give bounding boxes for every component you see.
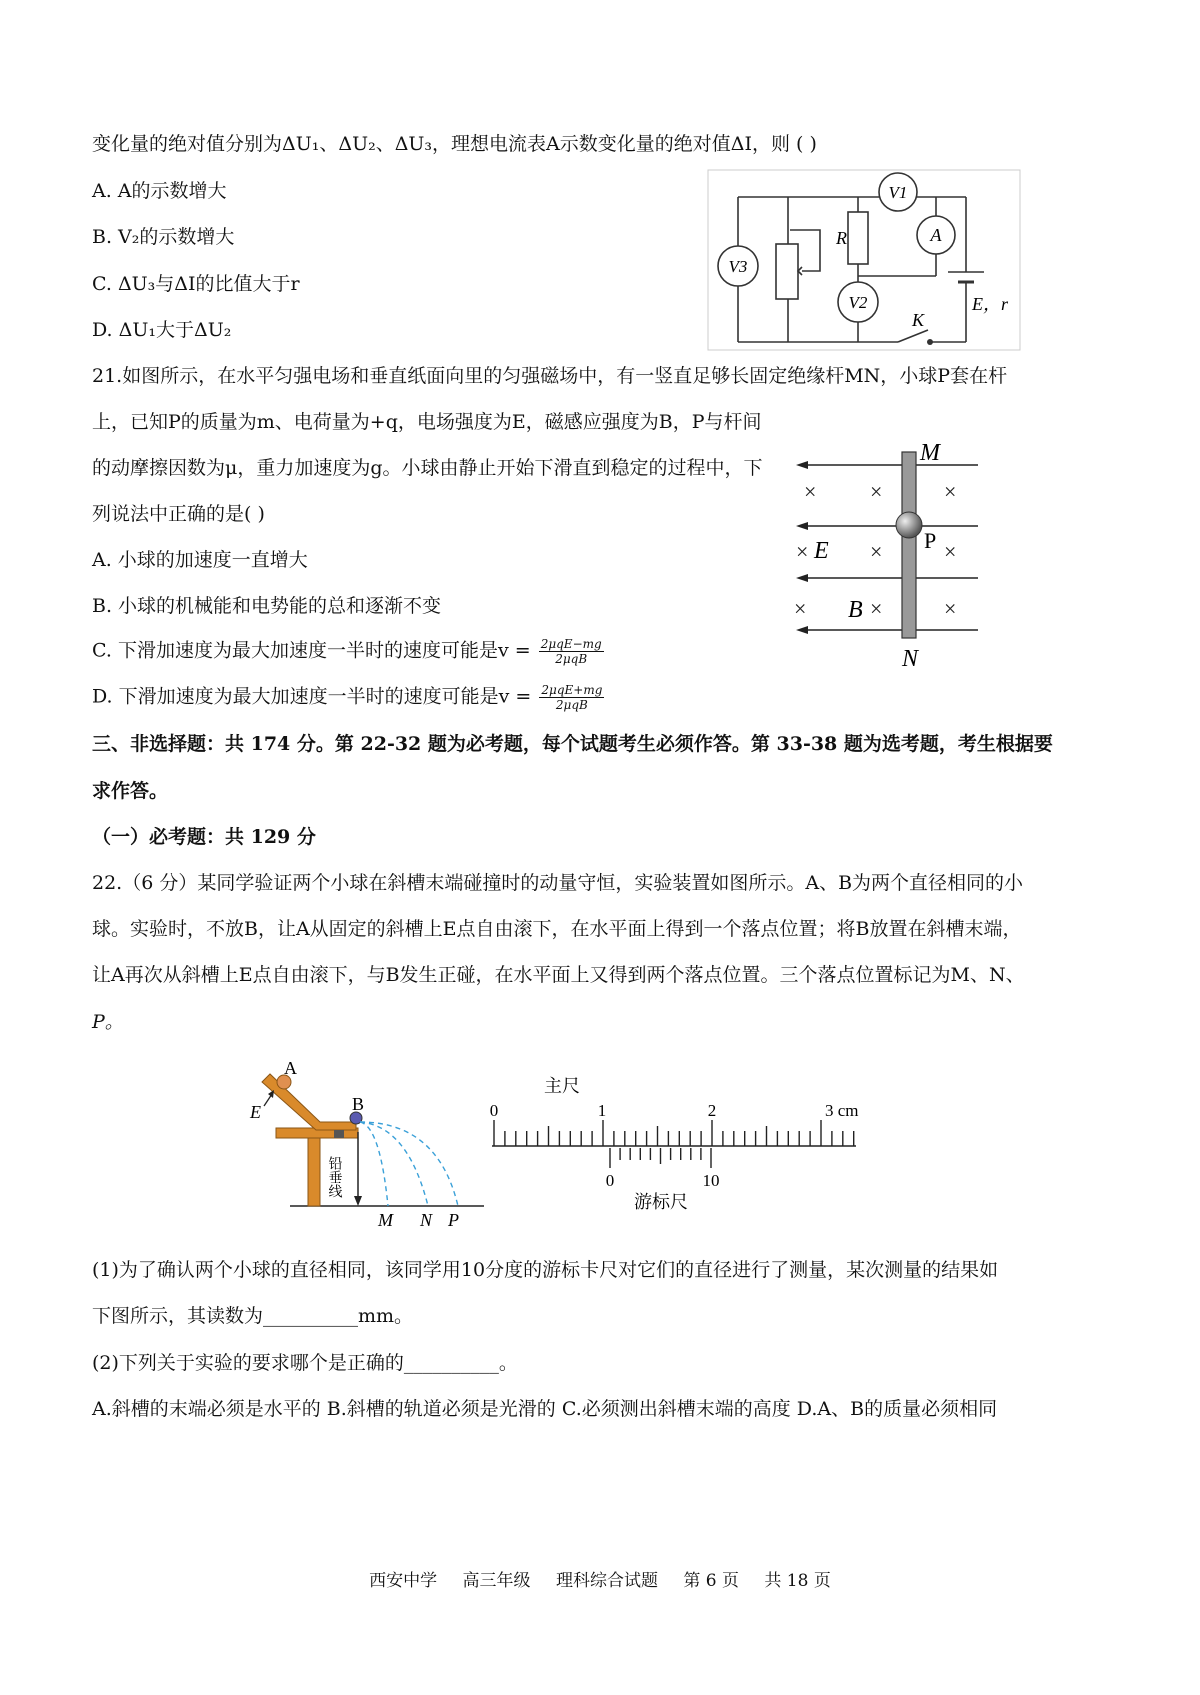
- vernier-tick-10: 10: [702, 1171, 720, 1190]
- label-emf: E，r: [972, 294, 1008, 314]
- q22-part2-options: A.斜槽的末端必须是水平的 B.斜槽的轨道必须是光滑的 C.必须测出斜槽末端的高度 D.A、B的质量必须相同: [92, 1398, 998, 1420]
- label-b: B: [848, 597, 863, 623]
- q22-line-1: 22.（6 分）某同学验证两个小球在斜槽末端碰撞时的动量守恒，实验装置如图所示。A、B为两个直径相同的小: [92, 872, 1024, 894]
- footer-total: 共 18 页: [764, 1571, 831, 1591]
- q22-part1-line-2: 下图所示，其读数为__________mm。: [92, 1305, 414, 1327]
- footer-subject: 理科综合试题: [555, 1571, 658, 1591]
- svg-text:×: ×: [944, 479, 957, 504]
- label-p: P: [924, 528, 937, 553]
- q20-option-a: A. A的示数增大: [92, 180, 227, 202]
- label-p: P: [448, 1210, 459, 1230]
- label-b: B: [352, 1094, 365, 1114]
- q20-intro-line: 变化量的绝对值分别为ΔU₁、ΔU₂、ΔU₃，理想电流表A示数变化量的绝对值ΔI，则 ( ): [92, 133, 817, 155]
- label-v2: V2: [848, 293, 868, 312]
- q20-option-c: C. ΔU₃与ΔI的比值大于r: [92, 273, 300, 295]
- main-tick-0: 0: [489, 1101, 499, 1120]
- q21-option-d: D. 下滑加速度为最大加速度一半时的速度可能是v = $\frac{\text{2μqE+mg}}{\text{2μqB}}$: [92, 683, 603, 712]
- svg-text:×: ×: [870, 596, 883, 621]
- q22-part2: (2)下列关于实验的要求哪个是正确的__________。: [92, 1352, 518, 1374]
- q21-option-b: B. 小球的机械能和电势能的总和逐渐不变: [92, 595, 442, 617]
- q20-option-d: D. ΔU₁大于ΔU₂: [92, 319, 232, 341]
- main-scale-label: 主尺: [544, 1076, 580, 1096]
- footer-school: 西安中学: [369, 1571, 438, 1591]
- q21-line-1: 21.如图所示，在水平匀强电场和垂直纸面向里的匀强磁场中，有一竖直足够长固定绝缘杆MN，小球P套在杆: [92, 365, 1008, 387]
- label-m: M: [920, 440, 940, 466]
- label-v3: V3: [728, 257, 748, 276]
- svg-text:×: ×: [796, 539, 809, 564]
- vernier-caliper-figure: [480, 1070, 870, 1220]
- svg-text:×: ×: [794, 596, 807, 621]
- q21-line-3: 的动摩擦因数为μ，重力加速度为g。小球由静止开始下滑直到稳定的过程中，下: [92, 457, 763, 479]
- q21-line-2: 上，已知P的质量为m、电荷量为+q，电场强度为E，磁感应强度为B，P与杆间: [92, 411, 762, 433]
- footer-grade: 高三年级: [462, 1571, 531, 1591]
- svg-text:×: ×: [944, 596, 957, 621]
- q21-option-c: C. 下滑加速度为最大加速度一半时的速度可能是v = $\frac{\text{2μqE−mg}}{\text{2μqB}}$: [92, 637, 602, 666]
- q22-line-2: 球。实验时，不放B，让A从固定的斜槽上E点自由滚下，在水平面上得到一个落点位置；将B放置在斜槽末端，: [92, 918, 1022, 940]
- apparatus-figure: [248, 1060, 488, 1230]
- footer-page: 第 6 页: [683, 1571, 739, 1591]
- label-plumb-line: 铅垂线: [326, 1156, 342, 1198]
- q22-line-4: P。: [92, 1011, 124, 1033]
- q21-line-4: 列说法中正确的是( ): [92, 503, 265, 525]
- svg-text:×: ×: [870, 539, 883, 564]
- main-tick-3: 3 cm: [825, 1101, 859, 1120]
- page-footer: [0, 1566, 1200, 1591]
- label-ammeter: A: [930, 225, 942, 245]
- fraction-d: $\frac{\text{2μqE+mg}}{\text{2μqB}}$: [541, 683, 603, 712]
- q21-option-a: A. 小球的加速度一直增大: [92, 549, 308, 571]
- q20-option-b: B. V₂的示数增大: [92, 226, 235, 248]
- label-a: A: [284, 1058, 297, 1078]
- section3-heading-2: 求作答。: [92, 780, 169, 802]
- label-v1: V1: [888, 183, 908, 202]
- svg-text:×: ×: [944, 539, 957, 564]
- label-e: E: [250, 1102, 261, 1122]
- svg-text:×: ×: [804, 479, 817, 504]
- label-m: M: [378, 1210, 393, 1230]
- section3-subheading: （一）必考题：共 129 分: [92, 826, 316, 848]
- vernier-scale-label: 游标尺: [634, 1192, 688, 1212]
- label-switch: K: [912, 310, 925, 330]
- label-n: N: [420, 1210, 433, 1230]
- main-tick-2: 2: [707, 1101, 717, 1120]
- label-e: E: [814, 538, 829, 564]
- ball-p: [896, 512, 922, 538]
- svg-text:×: ×: [870, 479, 883, 504]
- label-resistor: R: [836, 228, 847, 248]
- main-tick-1: 1: [597, 1101, 607, 1120]
- label-n: N: [902, 646, 919, 672]
- section3-heading-1: 三、非选择题：共 174 分。第 22-32 题为必考题，每个试题考生必须作答。第 33-38 题为选考题，考生根据要: [92, 733, 1053, 755]
- circuit-diagram: [708, 170, 1020, 350]
- q22-part1-line-1: (1)为了确认两个小球的直径相同，该同学用10分度的游标卡尺对它们的直径进行了测量，某次测量的结果如: [92, 1259, 999, 1281]
- q22-line-3: 让A再次从斜槽上E点自由滚下，与B发生正碰，在水平面上又得到两个落点位置。三个落点位置标记为M、N、: [92, 964, 1025, 986]
- fraction-c: $\frac{\text{2μqE−mg}}{\text{2μqB}}$: [540, 637, 602, 666]
- vernier-tick-0: 0: [605, 1171, 615, 1190]
- insulating-rod: [902, 452, 916, 638]
- field-rod-figure: [790, 440, 990, 675]
